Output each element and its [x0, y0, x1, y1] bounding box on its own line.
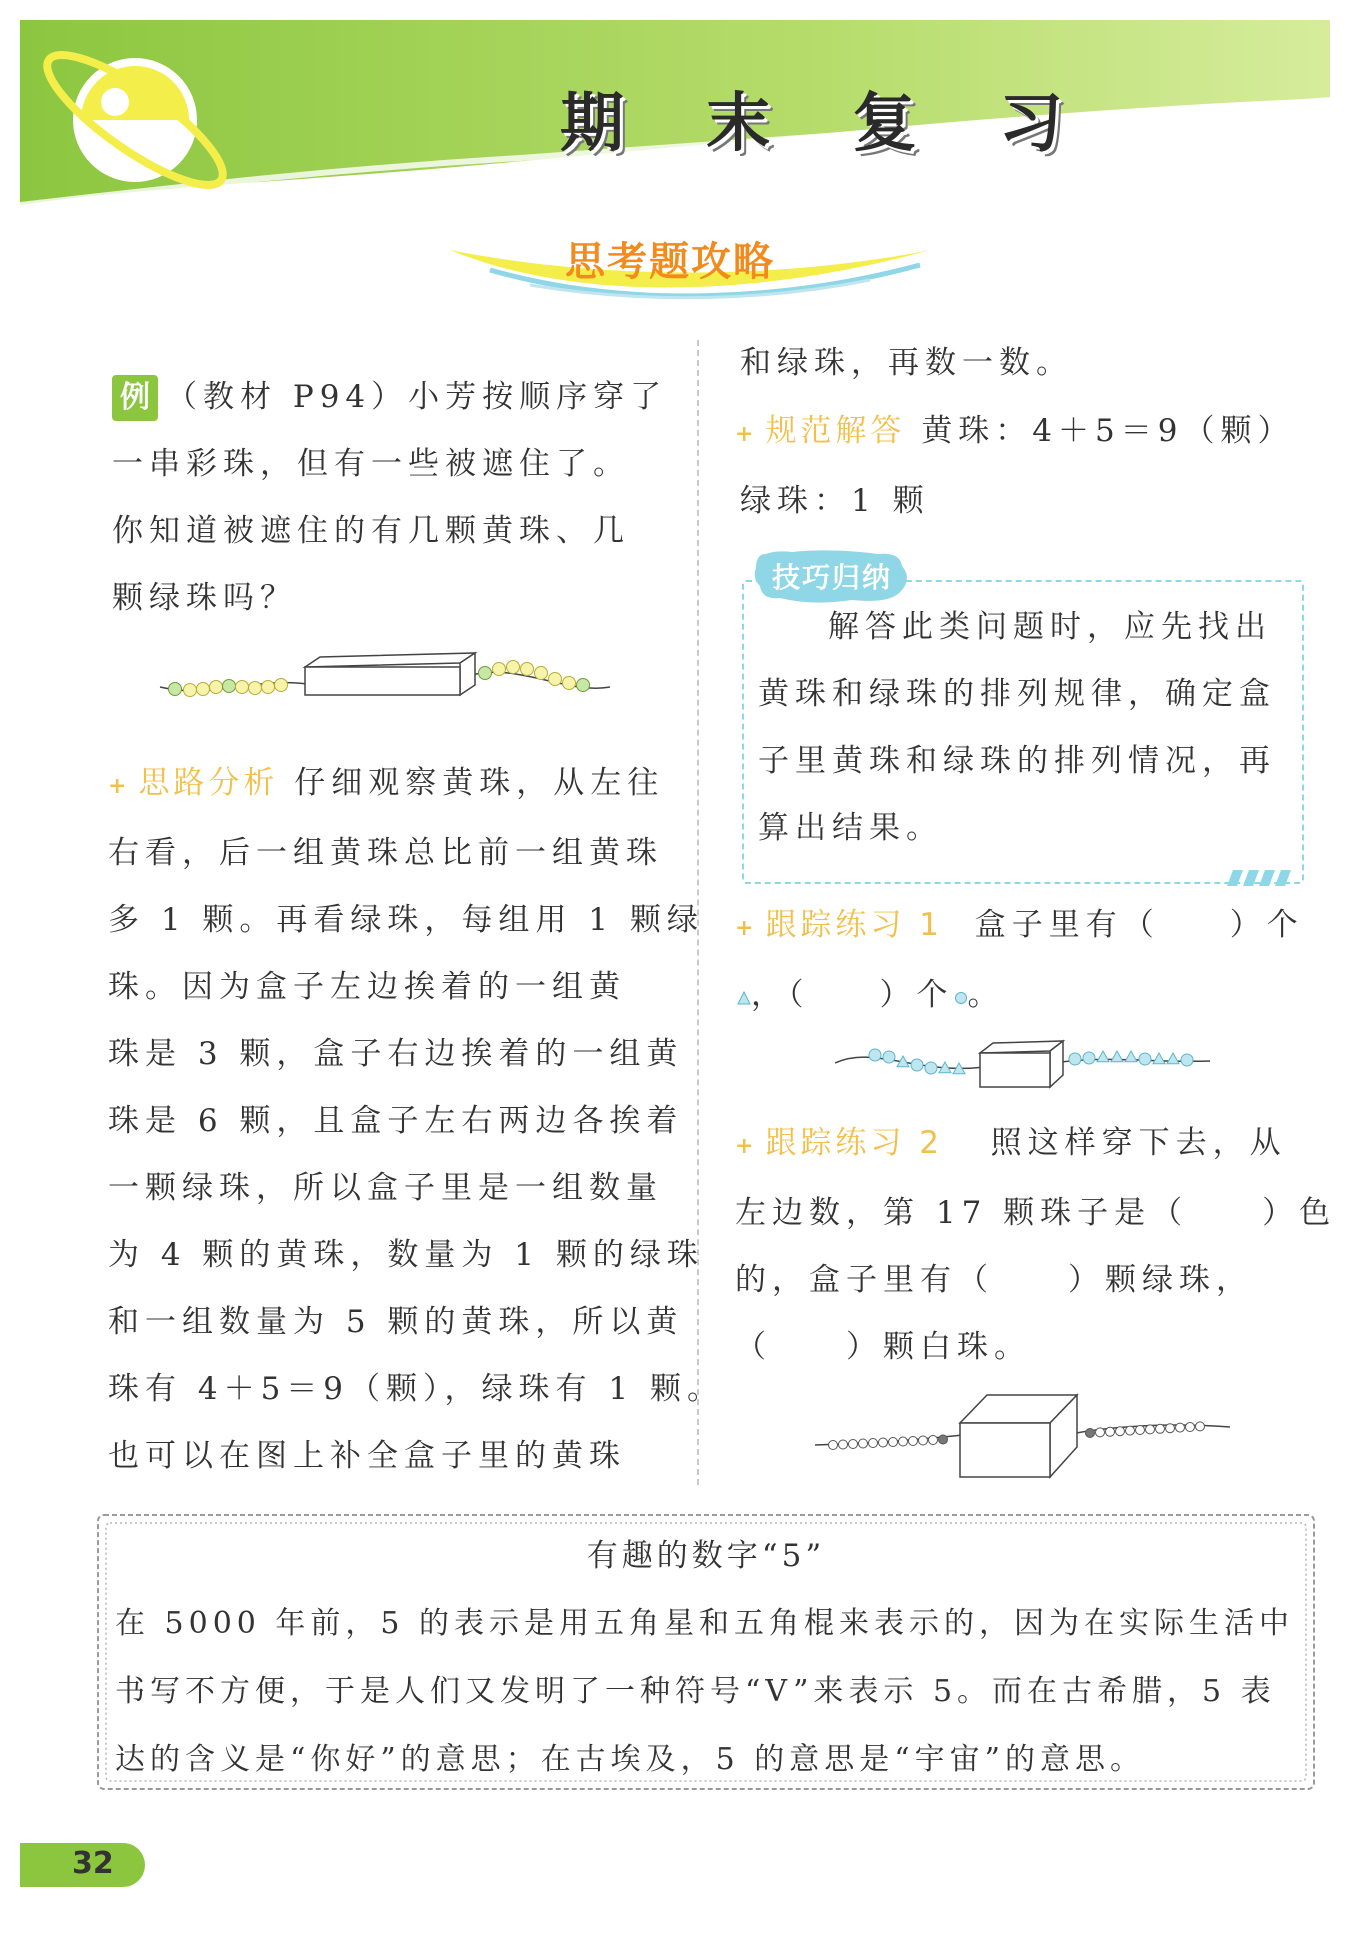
page-title: 期 末 复 习 [560, 87, 1093, 161]
practice-1-text: ，（ [751, 977, 810, 1013]
bead [925, 1062, 937, 1074]
bead [577, 679, 590, 692]
bead [929, 1436, 938, 1445]
tip-text [758, 594, 1298, 862]
practice-2 [735, 1110, 1337, 1381]
practice-1-bead-figure [835, 1035, 1210, 1095]
bead [879, 1438, 888, 1447]
fun-fact-text [115, 1590, 1315, 1794]
stripe-decoration-icon [1225, 870, 1295, 886]
practice-2-line: （ ）颗白珠。 [735, 1329, 1031, 1365]
bead [535, 667, 548, 680]
analysis-line: 珠是 6 颗，且盒子左右两边各挨着 [108, 1103, 684, 1139]
bead [210, 681, 223, 694]
fun-fact-title: 有趣的数字“5” [586, 1538, 826, 1574]
bead [1126, 1426, 1135, 1435]
analysis-line: 也可以在图上补全盒子里的黄珠 [108, 1438, 626, 1474]
bead [1136, 1426, 1145, 1435]
bead [1146, 1425, 1155, 1434]
example-line: 一串彩珠，但有一些被遮住了。 [112, 446, 630, 482]
hidden-box [305, 653, 475, 695]
bead [1156, 1424, 1165, 1433]
bead [262, 681, 275, 694]
tip-line: 黄珠和绿珠的排列规律，确定盒 [758, 676, 1276, 712]
bead [1139, 1053, 1151, 1065]
example-badge: 例 [112, 375, 158, 421]
bead [1106, 1427, 1115, 1436]
bead [184, 684, 197, 697]
tip-badge-label: 技巧归纳 [771, 561, 892, 594]
answer-label: 规范解答 [765, 413, 906, 449]
bead [1153, 1053, 1165, 1064]
page-number: 32 [72, 1846, 114, 1881]
bead [507, 661, 520, 674]
example-line: （教材 P94）小芳按顺序穿了 [166, 379, 668, 415]
bead [275, 679, 288, 692]
answer-line: 黄珠：4＋5＝9（颗） [921, 413, 1295, 449]
bead [859, 1439, 868, 1448]
bead [1111, 1051, 1123, 1062]
bead [849, 1440, 858, 1449]
bead [236, 681, 249, 694]
analysis-line: 右看，后一组黄珠总比前一组黄珠 [108, 835, 663, 871]
fun-fact-line: 在 5000 年前，5 的表示是用五角星和五角棍来表示的，因为在实际生活中 [115, 1606, 1295, 1641]
bead [1176, 1423, 1185, 1432]
practice-2-bead-figure [815, 1385, 1235, 1480]
bead [911, 1059, 923, 1071]
practice-2-line: 照这样穿下去，从 [990, 1125, 1287, 1161]
section-title: 思考题攻略 [565, 239, 775, 285]
plus-icon: + [108, 773, 133, 799]
bead [249, 682, 262, 695]
bead [883, 1051, 895, 1063]
analysis-line: 珠。因为盒子左边挨着的一组黄 [108, 969, 626, 1005]
practice-1-text: 盒子里有（ [974, 907, 1160, 943]
bead [829, 1441, 838, 1450]
bead [1116, 1427, 1125, 1436]
fun-fact-line: 书写不方便，于是人们又发明了一种符号“V”来表示 5。而在古希腊，5 表 [115, 1674, 1276, 1709]
practice-2-label: 跟踪练习 2 [765, 1125, 944, 1161]
practice-1-text: ）个 [1229, 907, 1304, 943]
bead [1186, 1423, 1195, 1432]
bead [549, 673, 562, 686]
answer-line: 绿珠：1 颗 [740, 483, 930, 519]
bead [493, 663, 506, 676]
bead [563, 677, 576, 690]
practice-1-text: ）个 [879, 977, 954, 1013]
bead [1069, 1053, 1081, 1065]
bead [1166, 1424, 1175, 1433]
bead [197, 683, 210, 696]
bead [939, 1435, 948, 1444]
circle-bead-icon [954, 991, 968, 1005]
analysis-line: 仔细观察黄珠，从左往 [294, 765, 665, 801]
practice-2-line: 左边数，第 17 颗珠子是（ ）色 [735, 1195, 1337, 1231]
bead [909, 1437, 918, 1446]
practice-1-text: 。 [967, 977, 1005, 1013]
bead [839, 1440, 848, 1449]
bead [869, 1049, 881, 1061]
plus-icon: + [735, 1133, 760, 1159]
analysis-line: 珠是 3 颗，盒子右边挨着的一组黄 [108, 1036, 684, 1072]
bead [521, 663, 534, 676]
bead [479, 667, 492, 680]
tip-line: 子里黄珠和绿珠的排列情况，再 [758, 743, 1276, 779]
example-question [112, 364, 682, 632]
analysis-line: 和绿珠，再数一数。 [740, 345, 1073, 381]
tip-line: 解答此类问题时，应先找出 [828, 609, 1272, 645]
bead [223, 680, 236, 693]
column-divider [697, 340, 699, 1485]
plus-icon: + [735, 421, 760, 447]
bead [889, 1438, 898, 1447]
bead [919, 1436, 928, 1445]
bead [1083, 1052, 1095, 1064]
analysis-line: 和一组数量为 5 颗的黄珠，所以黄 [108, 1304, 684, 1340]
bead [1125, 1051, 1137, 1062]
bead [1181, 1054, 1193, 1066]
example-bead-figure [155, 645, 615, 710]
fun-fact-line: 达的含义是“你好”的意思；在古埃及，5 的意思是“宇宙”的意思。 [115, 1742, 1145, 1777]
practice-1-label: 跟踪练习 1 [765, 907, 944, 943]
triangle-bead-icon [737, 991, 751, 1005]
analysis-line: 为 4 颗的黄珠，数量为 1 颗的绿珠 [108, 1237, 704, 1273]
example-line: 颗绿珠吗？ [112, 580, 297, 616]
analysis-line: 珠有 4＋5＝9（颗），绿珠有 1 颗。 [108, 1371, 724, 1407]
bead [869, 1439, 878, 1448]
bead [1096, 1428, 1105, 1437]
plus-icon: + [735, 915, 760, 941]
practice-1 [735, 892, 1325, 1029]
bead [169, 683, 182, 696]
bead [1167, 1053, 1179, 1064]
bead [1097, 1051, 1109, 1062]
analysis-label: 思路分析 [138, 765, 279, 801]
analysis-block [108, 750, 724, 1490]
answer-block [735, 398, 1325, 535]
analysis-line: 多 1 颗。再看绿珠，每组用 1 颗绿 [108, 902, 704, 938]
bead [1196, 1422, 1205, 1431]
bead [1086, 1429, 1095, 1438]
tip-line: 算出结果。 [758, 810, 943, 846]
example-line: 你知道被遮住的有几颗黄珠、几 [112, 513, 630, 549]
analysis-line: 一颗绿珠，所以盒子里是一组数量 [108, 1170, 663, 1206]
practice-2-line: 的，盒子里有（ ）颗绿珠， [735, 1262, 1253, 1298]
bead [899, 1437, 908, 1446]
